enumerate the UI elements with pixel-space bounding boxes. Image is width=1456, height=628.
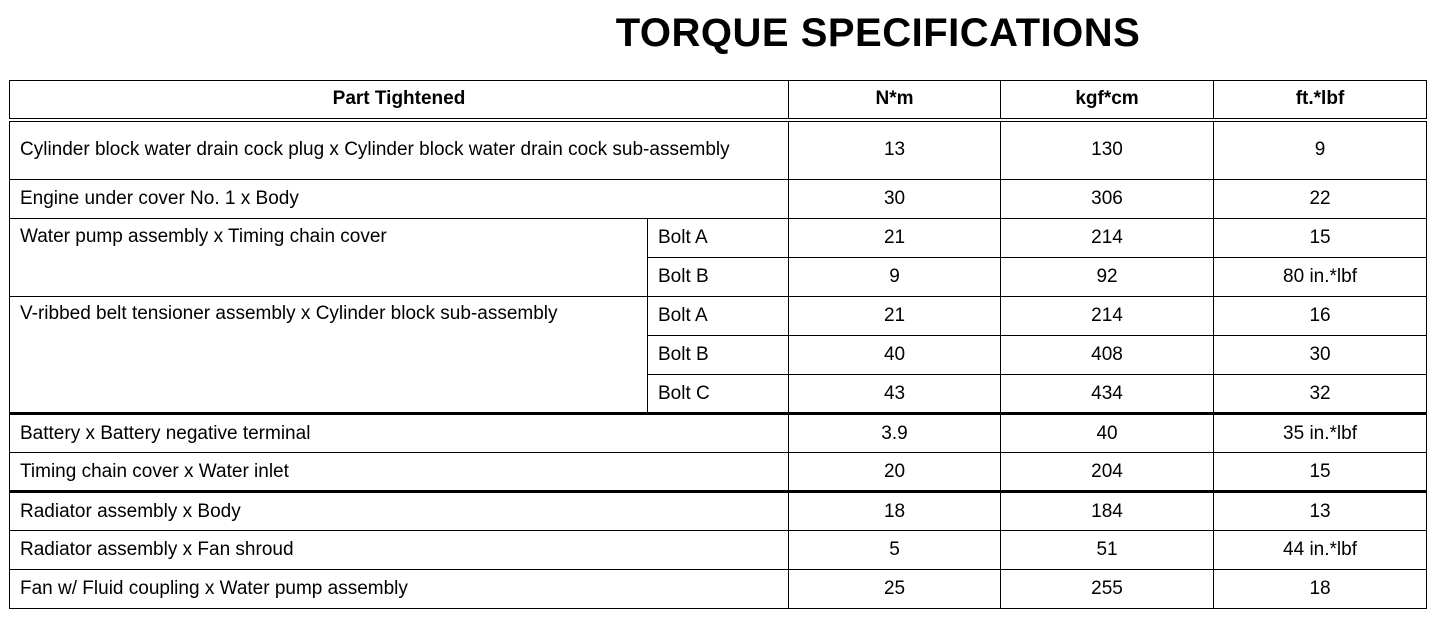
part-cell: Cylinder block water drain cock plug x Cylinder block water drain cock sub-assembly bbox=[10, 120, 789, 180]
header-part-tightened: Part Tightened bbox=[10, 81, 789, 120]
nm-cell: 25 bbox=[789, 570, 1001, 609]
table-row bbox=[10, 180, 1427, 219]
nm-cell: 5 bbox=[789, 531, 1001, 570]
kgfcm-cell: 204 bbox=[1001, 453, 1214, 492]
kgfcm-cell: 306 bbox=[1001, 180, 1214, 219]
table-row bbox=[10, 453, 1427, 492]
nm-cell: 40 bbox=[789, 336, 1001, 375]
bolt-cell: Bolt B bbox=[648, 258, 789, 297]
part-cell: Radiator assembly x Fan shroud bbox=[10, 531, 789, 570]
header-kgfcm: kgf*cm bbox=[1001, 81, 1214, 120]
page-title: TORQUE SPECIFICATIONS bbox=[615, 11, 1141, 55]
torque-spec-table bbox=[9, 80, 1427, 609]
table-row bbox=[10, 297, 1427, 336]
kgfcm-cell: 255 bbox=[1001, 570, 1214, 609]
nm-cell: 43 bbox=[789, 375, 1001, 414]
kgfcm-cell: 184 bbox=[1001, 492, 1214, 531]
ftlbf-cell: 30 bbox=[1214, 336, 1427, 375]
part-cell: Water pump assembly x Timing chain cover bbox=[10, 219, 648, 297]
table-row bbox=[10, 414, 1427, 453]
ftlbf-cell: 15 bbox=[1214, 219, 1427, 258]
nm-cell: 9 bbox=[789, 258, 1001, 297]
ftlbf-cell: 32 bbox=[1214, 375, 1427, 414]
table-row bbox=[10, 492, 1427, 531]
header-row bbox=[10, 81, 1427, 120]
ftlbf-cell: 9 bbox=[1214, 120, 1427, 180]
kgfcm-cell: 51 bbox=[1001, 531, 1214, 570]
ftlbf-cell: 80 in.*lbf bbox=[1214, 258, 1427, 297]
nm-cell: 21 bbox=[789, 297, 1001, 336]
part-cell: Radiator assembly x Body bbox=[10, 492, 789, 531]
table-row bbox=[10, 219, 1427, 258]
kgfcm-cell: 408 bbox=[1001, 336, 1214, 375]
header-ftlbf: ft.*lbf bbox=[1214, 81, 1427, 120]
bolt-cell: Bolt B bbox=[648, 336, 789, 375]
kgfcm-cell: 130 bbox=[1001, 120, 1214, 180]
part-cell: Engine under cover No. 1 x Body bbox=[10, 180, 789, 219]
ftlbf-cell: 18 bbox=[1214, 570, 1427, 609]
header-nm: N*m bbox=[789, 81, 1001, 120]
table-row bbox=[10, 570, 1427, 609]
table-row bbox=[10, 531, 1427, 570]
kgfcm-cell: 214 bbox=[1001, 297, 1214, 336]
ftlbf-cell: 44 in.*lbf bbox=[1214, 531, 1427, 570]
ftlbf-cell: 15 bbox=[1214, 453, 1427, 492]
kgfcm-cell: 214 bbox=[1001, 219, 1214, 258]
part-cell: Timing chain cover x Water inlet bbox=[10, 453, 789, 492]
ftlbf-cell: 16 bbox=[1214, 297, 1427, 336]
nm-cell: 30 bbox=[789, 180, 1001, 219]
nm-cell: 3.9 bbox=[789, 414, 1001, 453]
bolt-cell: Bolt A bbox=[648, 219, 789, 258]
kgfcm-cell: 92 bbox=[1001, 258, 1214, 297]
ftlbf-cell: 22 bbox=[1214, 180, 1427, 219]
ftlbf-cell: 13 bbox=[1214, 492, 1427, 531]
nm-cell: 13 bbox=[789, 120, 1001, 180]
nm-cell: 18 bbox=[789, 492, 1001, 531]
part-cell: V-ribbed belt tensioner assembly x Cylinder block sub-assembly bbox=[10, 297, 648, 414]
part-cell: Battery x Battery negative terminal bbox=[10, 414, 789, 453]
nm-cell: 20 bbox=[789, 453, 1001, 492]
table-row bbox=[10, 120, 1427, 180]
part-cell: Fan w/ Fluid coupling x Water pump assembly bbox=[10, 570, 789, 609]
kgfcm-cell: 434 bbox=[1001, 375, 1214, 414]
ftlbf-cell: 35 in.*lbf bbox=[1214, 414, 1427, 453]
nm-cell: 21 bbox=[789, 219, 1001, 258]
bolt-cell: Bolt C bbox=[648, 375, 789, 414]
bolt-cell: Bolt A bbox=[648, 297, 789, 336]
kgfcm-cell: 40 bbox=[1001, 414, 1214, 453]
